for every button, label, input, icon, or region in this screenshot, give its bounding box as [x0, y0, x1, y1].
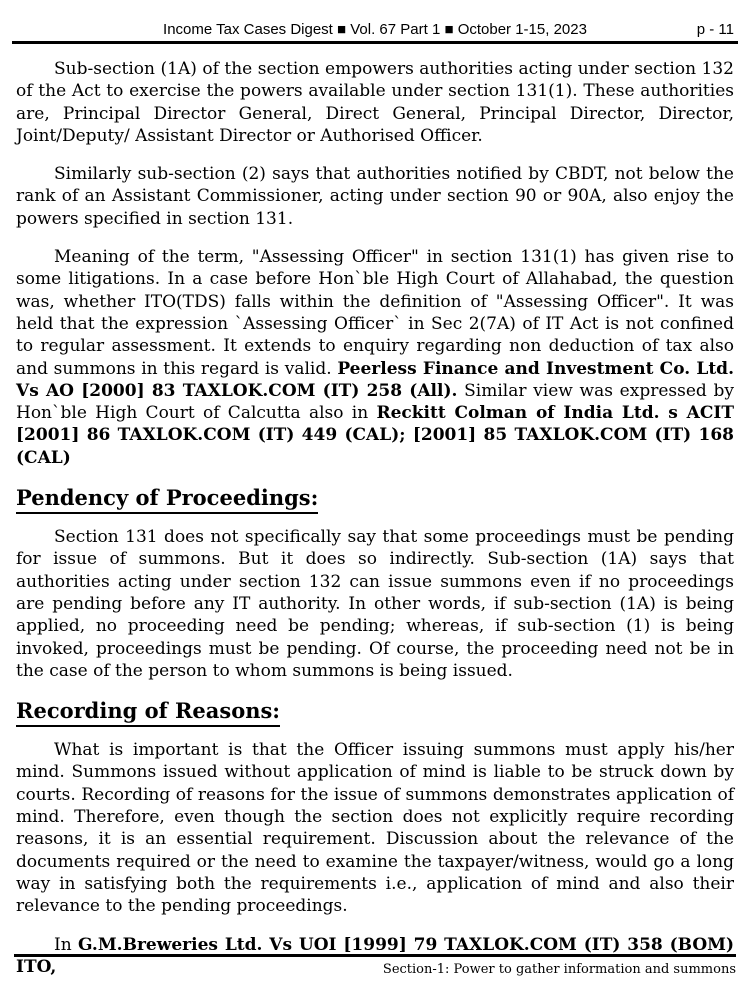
header-title: Income Tax Cases Digest ■ Vol. 67 Part 1 ■ October 1-15, 2023 [163, 21, 587, 38]
footer-rule [14, 954, 736, 957]
page-footer [0, 953, 750, 978]
paragraph-subsection-1a: Sub-section (1A) of the section empowers authorities acting under section 132 of the Act to exercise the powers available under section 131(1). These authorities are, Principal Director General, Direct General, Principal Director, Director, Joint/Deputy/ Assistant Director or Authorised Officer. [16, 59, 734, 146]
page-number: p - 11 [696, 21, 734, 38]
paragraph-gm-breweries-citation: In G.M.Breweries Ltd. Vs UOI [1999] 79 TAXLOK.COM (IT) 358 (BOM) ITO, [16, 934, 734, 977]
paragraph-pendency: Section 131 does not specifically say that some proceedings must be pending for issue of summons. But it does so indirectly. Sub-section (1A) says that authorities acting under section 132 can issue summons even if no proceedings are pending before any IT authority. In other words, if sub-section (1A) is being applied, no proceeding need be pending; whereas, if sub-section (1) is being invoked, proceedings must be pending. Of course, the proceeding need not be in the case of the person to whom summons is being issued. [16, 527, 734, 681]
section-heading-text: Pendency of Proceedings: [16, 485, 318, 514]
paragraph-subsection-2: Similarly sub-section (2) says that authorities notified by CBDT, not below the rank of an Assistant Commissioner, acting under section 90 or 90A, also enjoy the powers specified in section 131. [16, 164, 734, 229]
header-row [12, 20, 738, 40]
section-heading-text: Recording of Reasons: [16, 698, 280, 727]
page-header [0, 0, 750, 44]
paragraph-recording-reasons: What is important is that the Officer issuing summons must apply his/her mind. Summons issued without application of mind is liable to be struck down by courts. Recording of reasons for the issue of summons demonstrates application of mind. Therefore, even though the section does not explicitly require recording reasons, it is an essential requirement. Discussion about the relevance of the documents required or the need to examine the taxpayer/witness, would go a long way in satisfying both the requirements i.e., application of mind and also their relevance to the pending proceedings. [16, 740, 734, 917]
paragraph-assessing-officer: Meaning of the term, "Assessing Officer" in section 131(1) has given rise to some litigations. In a case before Hon`ble High Court of Allahabad, the question was, whether ITO(TDS) falls within the definition of "Assessing Officer". It was held that the expression `Assessing Officer` in Sec 2(7A) of IT Act is not confined to regular assessment. It extends to enquiry regarding non deduction of tax also and summons in this regard is valid. Peerless Finance and Investment Co. Ltd. Vs AO [2000] 83 TAXLOK.COM (IT) 258 (All). Similar view was expressed by Hon`ble High Court of Calcutta also in Reckitt Colman of India Ltd. s ACIT [2001] 86 TAXLOK.COM (IT) 449 (CAL); [2001] 85 TAXLOK.COM (IT) 168 (CAL) [16, 247, 735, 468]
footer-section-label: Section-1: Power to gather information and summons [382, 962, 736, 977]
section-heading-recording-of-reasons [16, 698, 734, 727]
section-heading-pendency-of-proceedings [16, 485, 734, 514]
